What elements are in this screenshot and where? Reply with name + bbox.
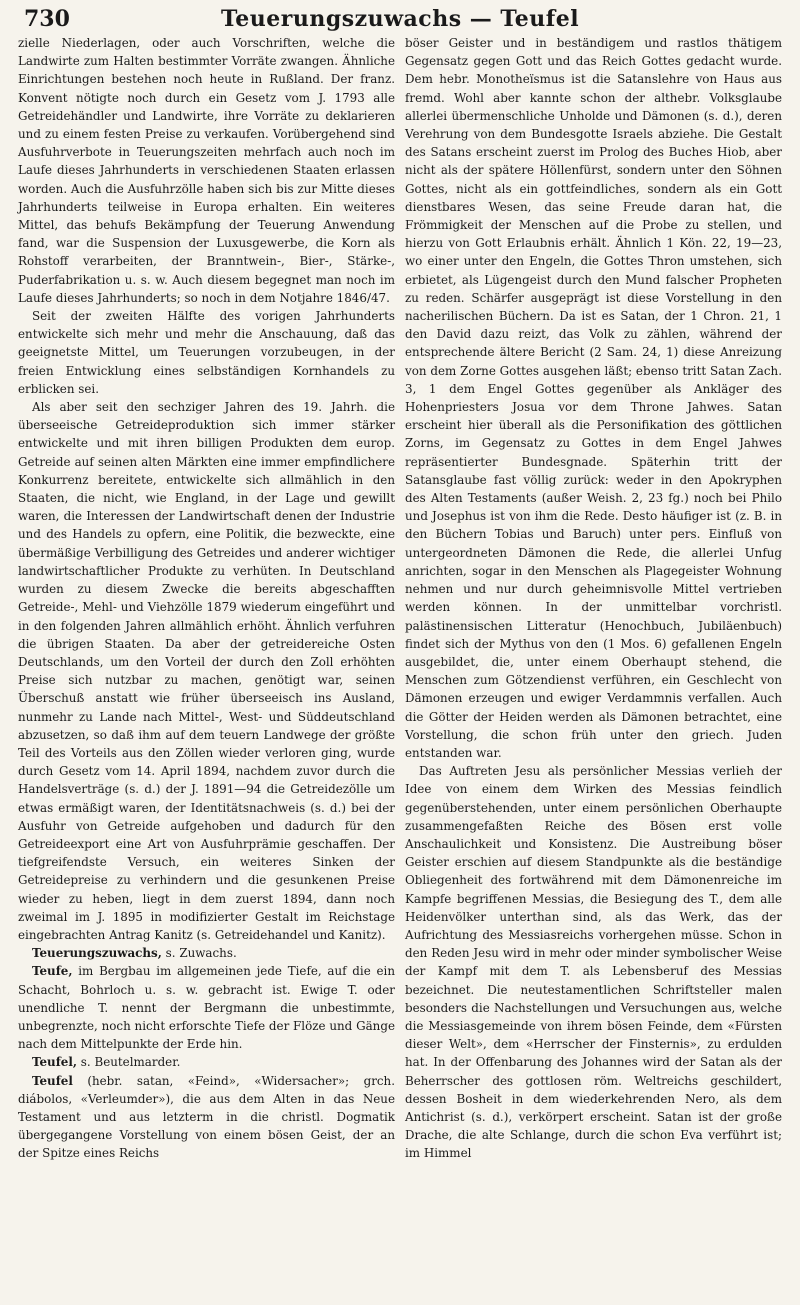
entry-text: im Bergbau im allgemeinen jede Tiefe, auf die ein Schacht, Bohrloch u. s. w. gebracht ist. Ewige T. oder unendliche T. nennt der Bergmann die unbestimmte, unbegrenzte, noch nicht erforschte Tiefe der Flöze und Gänge nach dem Mittelpunkte der Erde hin. bbox=[18, 964, 395, 1052]
paragraph: Seit der zweiten Hälfte des vorigen Jahrhunderts entwickelte sich mehr und mehr die Anschauung, daß das geeignetste Mittel, um Teuerungen vorzubeugen, in der freien Entwicklung eines selbständigen Kornhandels zu erblicken sei. bbox=[18, 309, 395, 396]
entry-headword: Teufel, bbox=[32, 1055, 78, 1070]
paragraph: böser Geister und in beständigem und rastlos thätigem Gegensatz gegen Gott und das Reich Gottes gedacht wurde. Dem hebr. Monotheïsmus ist die Satanslehre von Haus aus fremd. Wohl aber kannte schon der althebr. Volksglaube allerlei übermenschliche Unholde und Dämonen (s. d.), deren Verehrung von dem Bundesgotte Israels abziehe. Die Gestalt des Satans erscheint zuerst im Prolog des Buches Hiob, aber nicht als der spätere Höllenfürst, sondern unter den Söhnen Gottes, nicht als ein gottfeindliches, sondern als ein Gott dienstbares Wesen, das seine Freude daran hat, die Frömmigkeit der Menschen auf die Probe zu stellen, und hierzu von Gott Erlaubnis erhält. Ähnlich 1 Kön. 22, 19—23, wo einer unter den Engeln, die Gottes Thron umstehen, sich erbietet, als Lügengeist durch den Mund falscher Propheten zu reden. Schärfer ausgeprägt ist diese Vorstellung in den nacherilischen Büchern. Da ist es Satan, der 1 Chron. 21, 1 den David dazu reizt, das Volk zu zählen, während der entsprechende ältere Bericht (2 Sam. 24, 1) diese Anreizung von dem Zorne Gottes ausgehen läßt; ebenso tritt Satan Zach. 3, 1 dem Engel Gottes gegenüber als Ankläger des Hohenpriesters Josua vor dem Throne Jahwes. Satan erscheint hier überall als die Personifikation des göttlichen Zorns, im Gegensatz zu Gottes in dem Engel Jahwes repräsentierter Bundesgnade. Späterhin tritt der Satansglaube fast völlig zurück: weder in den Apokryphen des Alten Testaments (außer Weish. 2, 23 fg.) noch bei Philo und Josephus ist von ihm die Rede. Desto häufiger ist (z. B. in den Büchern Tobias und Baruch) unter pers. Einfluß von untergeordneten Dämonen die Rede, die allerlei Unfug anrichten, sogar in den Menschen als Plagegeister Wohnung nehmen und nur durch geheimnisvolle Mittel vertrieben werden können. In der unmittelbar vorchristl. palästinensischen Litteratur (Henochbuch, Jubiläenbuch) findet sich der Mythus von den (1 Mos. 6) gefallenen Engeln ausgebildet, die, unter einem Oberhaupt stehend, die Menschen zum Götzendienst verführen, ein Geschlecht von Dämonen erzeugen und ewiger Verdammnis verfallen. Auch die Götter der Heiden werden als Dämonen betrachtet, eine Vorstellung, die schon früh unter den griech. Juden entstanden war. bbox=[405, 36, 782, 760]
entry-teufe bbox=[18, 962, 395, 1053]
entry-text: (hebr. satan, «Feind», «Widersacher»; grch. diábolos, «Verleumder»), die aus dem Alten in das Neue Testament und aus letzterm in die christl. Dogmatik übergegangene Vorstellung von einem bösen Geist, der an der Spitze eines Reichs bbox=[18, 1073, 395, 1161]
entry-text: s. Zuwachs. bbox=[161, 946, 237, 961]
entry-headword: Teufe, bbox=[32, 964, 73, 979]
paragraph: Das Auftreten Jesu als persönlicher Messias verlieh der Idee von einem dem Wirken des Messias feindlich gegenüberstehenden, unter einem persönlichen Oberhaupte zusammengefaßten Reiche des Bösen erst volle Anschaulichkeit und Konsistenz. Die Austreibung böser Geister erschien auf diesem Standpunkte als die beständige Obliegenheit des fortwährend mit dem Dämonenreiche im Kampfe begriffenen Messias, die Besiegung des T., dem alle Heidenvölker unterthan sind, als das Werk, das der Aufrichtung des Messiasreichs vorhergehen müsse. Schon in den Reden Jesu wird in mehr oder minder symbolischer Weise der Kampf mit dem T. als Lebensberuf des Messias bezeichnet. Die neutestamentlichen Schriftsteller malen besonders die Nachstellungen und Versuchungen aus, welche die Messiasgemeinde von ihrem bösen Feinde, dem «Fürsten dieser Welt», dem «Herrscher der Finsternis», zu erdulden hat. In der Offenbarung des Johannes wird der Satan als der Beherrscher des gottlosen röm. Weltreichs geschildert, dessen Bosheit in dem wiederkehrenden Nero, als dem Antichrist (s. d.), verkörpert erscheint. Satan ist der große Drache, die alte Schlange, durch die schon Eva verführt ist; im Himmel bbox=[405, 764, 782, 1161]
right-column bbox=[405, 34, 782, 1163]
page-header bbox=[0, 0, 800, 32]
entry-text: s. Beutelmarder. bbox=[77, 1055, 181, 1070]
running-head: Teuerungszuwachs — Teufel bbox=[220, 6, 580, 32]
entry-teuerungszuwachs bbox=[18, 944, 395, 962]
entry-teufel-beutelmarder bbox=[18, 1053, 395, 1071]
paragraph: zielle Niederlagen, oder auch Vorschriften, welche die Landwirte zum Halten bestimmter Vorräte zwangen. Ähnliche Einrichtungen bestehen noch heute in Rußland. Der franz. Konvent nötigte noch durch ein Gesetz vom J. 1793 alle Getreidehändler und Landwirte, ihre Vorräte zu deklarieren und zu einem festen Preise zu verkaufen. Vorübergehend sind Ausfuhrverbote in Teuerungszeiten mehrfach auch noch im Laufe dieses Jahrhunderts in verschiedenen Staaten erlassen worden. Auch die Ausfuhrzölle haben sich bis zur Mitte dieses Jahrhunderts teilweise in Europa erhalten. Ein weiteres Mittel, das behufs Bekämpfung der Teuerung Anwendung fand, war die Suspension der Luxusgewerbe, die Korn als Rohstoff verarbeiten, der Branntwein-, Bier-, Stärke-, Puderfabrikation u. s. w. Auch diesem begegnet man noch im Laufe dieses Jahrhunderts; so noch in dem Notjahre 1846/47. bbox=[18, 36, 395, 305]
paragraph: Als aber seit den sechziger Jahren des 19. Jahrh. die überseeische Getreideproduktion sich immer stärker entwickelte und mit ihren billigen Produkten dem europ. Getreide auf seinen alten Märkten eine immer empfindlichere Konkurrenz bereitete, entwickelte sich allmählich in den Staaten, die nicht, wie England, in der Lage und gewillt waren, die Interessen der Landwirtschaft denen der Industrie und des Handels zu opfern, eine Politik, die bezweckte, eine übermäßige Verbilligung des Getreides und anderer wichtiger landwirtschaftlicher Produkte zu verhüten. In Deutschland wurden zu diesem Zwecke die bereits abgeschafften Getreide-, Mehl- und Viehzölle 1879 wiederum eingeführt und in den folgenden Jahren allmählich erhöht. Ähnlich verfuhren die übrigen Staaten. Da aber der getreidereiche Osten Deutschlands, um den Vorteil der durch den Zoll erhöhten Preise sich nutzbar zu machen, genötigt war, seinen Überschuß anstatt wie früher überseeisch ins Ausland, nunmehr zu Lande nach Mittel-, West- und Süddeutschland abzusetzen, so daß ihm auf dem teuern Landwege der größte Teil des Vorteils aus den Zöllen wieder verloren ging, wurde durch Gesetz vom 14. April 1894, nachdem zuvor durch die Handelsverträge (s. d.) der J. 1891—94 die Getreidezölle um etwas ermäßigt waren, der Identitätsnachweis (s. d.) bei der Ausfuhr von Getreide aufgehoben und dadurch für den Getreideexport eine Art von Ausfuhrprämie geschaffen. Der tiefgreifendste Versuch, ein weiteres Sinken der Getreidepreise zu verhindern und die gesunkenen Preise wieder zu heben, liegt in dem zuerst 1894, dann noch zweimal im J. 1895 in modifizierter Gestalt im Reichstage eingebrachten Antrag Kanitz (s. Getreidehandel und Kanitz). bbox=[18, 400, 395, 942]
page-number: 730 bbox=[24, 6, 70, 32]
left-column bbox=[18, 34, 395, 1163]
text-columns bbox=[18, 34, 782, 1163]
entry-teufel bbox=[18, 1072, 395, 1163]
entry-headword: Teuerungszuwachs, bbox=[32, 946, 162, 961]
entry-headword: Teufel bbox=[32, 1073, 73, 1088]
